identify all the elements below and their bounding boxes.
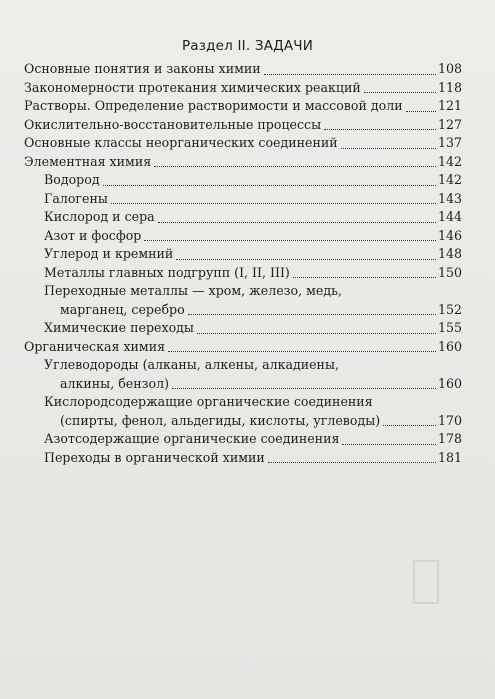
dot-leader — [172, 387, 436, 389]
toc-subentry[interactable] — [44, 356, 462, 393]
toc-entry-label: марганец, серебро — [60, 301, 185, 317]
toc-entry-continuation — [60, 412, 462, 431]
toc-subentry[interactable] — [44, 319, 462, 338]
toc-subentry[interactable] — [44, 264, 462, 283]
section-heading: Раздел II. ЗАДАЧИ — [181, 38, 314, 54]
toc-entry[interactable] — [24, 153, 462, 172]
dot-leader — [268, 461, 436, 463]
toc-page-number: 155 — [437, 320, 462, 335]
toc-page-number: 108 — [437, 61, 462, 76]
toc-entry-label: Водород — [44, 172, 100, 187]
dot-leader — [293, 276, 436, 278]
toc-subentry[interactable] — [44, 282, 462, 319]
toc-page-number: 160 — [437, 375, 462, 391]
toc-entry-label: Основные классы неорганических соединений — [24, 135, 338, 150]
toc-entry-label: Переходы в органической химии — [44, 449, 265, 465]
dot-leader — [176, 258, 436, 260]
toc-entry-continuation — [60, 301, 462, 320]
toc-page-number: 160 — [437, 338, 462, 354]
toc-entry-label: Металлы главных подгрупп (I, II, III) — [44, 264, 290, 280]
toc-entry-label: Кислород и сера — [44, 209, 155, 224]
toc-page-number: 181 — [437, 449, 462, 465]
toc-entry-continuation — [60, 375, 462, 394]
dot-leader — [342, 443, 436, 445]
toc-entry-label: Азот и фосфор — [44, 227, 142, 243]
toc-entry-label: алкины, бензол) — [60, 375, 169, 391]
toc-page-number: 143 — [437, 190, 462, 206]
dot-leader — [364, 91, 436, 93]
toc-page-number: 148 — [437, 246, 462, 261]
toc-subentry[interactable] — [44, 245, 462, 264]
toc-page-number: 142 — [437, 172, 462, 187]
dot-leader — [383, 424, 436, 426]
dot-leader — [168, 350, 436, 352]
toc-entry-label: Элементная химия — [24, 153, 152, 169]
toc-entry[interactable] — [24, 60, 462, 79]
toc-entry-label: Основные понятия и законы химии — [24, 61, 261, 76]
toc-entry[interactable] — [24, 338, 462, 357]
toc-subentry[interactable] — [44, 208, 462, 227]
table-of-contents — [24, 60, 462, 467]
toc-entry-label: Химические переходы — [44, 320, 194, 335]
toc-entry[interactable] — [24, 134, 462, 153]
toc-entry-label: Окислительно-восстановительные процессы — [24, 116, 322, 132]
toc-entry-label: (спирты, фенол, альдегиды, кислоты, углеводы) — [60, 412, 381, 428]
toc-entry-label: Органическая химия — [24, 338, 166, 354]
toc-subentry[interactable] — [44, 171, 462, 190]
dot-leader — [264, 73, 436, 75]
toc-page-number: 178 — [437, 431, 462, 446]
toc-page-number: 142 — [437, 153, 462, 169]
toc-entry-label-line1: Кислородсодержащие органические соединения — [44, 394, 373, 409]
toc-subentry[interactable] — [44, 190, 462, 209]
toc-page-number: 146 — [437, 227, 462, 243]
dot-leader — [406, 110, 436, 112]
dot-leader — [154, 165, 436, 167]
toc-entry[interactable] — [24, 116, 462, 135]
toc-subentry[interactable] — [44, 430, 462, 449]
dot-leader — [144, 239, 436, 241]
toc-entry-label: Азотсодержащие органические соединения — [44, 431, 340, 446]
toc-page-number: 170 — [437, 412, 462, 428]
toc-page-number: 118 — [437, 79, 462, 95]
toc-subentry[interactable] — [44, 449, 462, 468]
toc-subentry[interactable] — [44, 393, 462, 430]
toc-page-number: 127 — [437, 116, 462, 132]
toc-page-number: 137 — [437, 135, 462, 150]
toc-page-number: 144 — [437, 209, 462, 224]
toc-entry-label-line1: Углеводороды (алканы, алкены, алкадиены, — [44, 357, 339, 372]
faint-bleed-through-mark — [413, 560, 439, 604]
dot-leader — [111, 202, 436, 204]
toc-subentry[interactable] — [44, 227, 462, 246]
toc-entry-label: Углерод и кремний — [44, 246, 174, 261]
dot-leader — [103, 184, 436, 186]
toc-entry[interactable] — [24, 97, 462, 116]
dot-leader — [197, 332, 436, 334]
toc-entry-label-line1: Переходные металлы — хром, железо, медь, — [44, 283, 342, 298]
toc-entry[interactable] — [24, 79, 462, 98]
toc-entry-label: Растворы. Определение растворимости и массовой доли — [24, 98, 403, 113]
dot-leader — [188, 313, 436, 315]
toc-page-number: 121 — [437, 98, 462, 113]
toc-page-number: 152 — [437, 301, 462, 317]
toc-page-number: 150 — [437, 264, 462, 280]
toc-entry-label: Закономерности протекания химических реакций — [24, 79, 361, 95]
dot-leader — [341, 147, 436, 149]
dot-leader — [158, 221, 436, 223]
dot-leader — [324, 128, 436, 130]
toc-entry-label: Галогены — [44, 190, 108, 206]
